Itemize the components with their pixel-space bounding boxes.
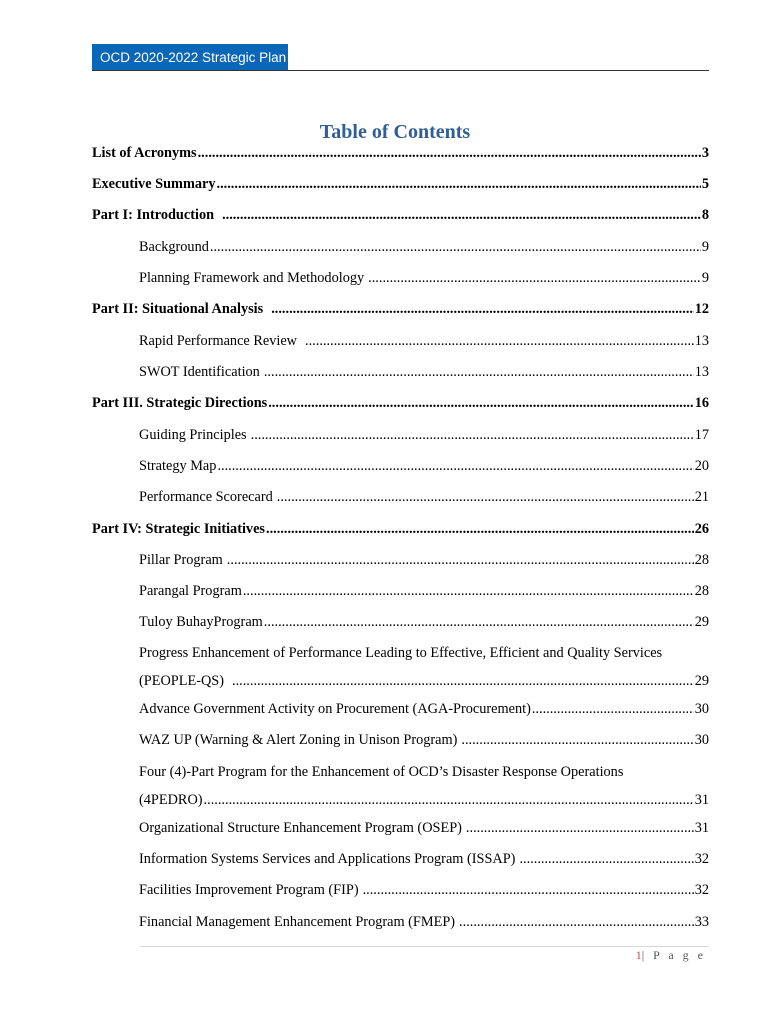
toc-entry-label: Part IV: Strategic Initiatives xyxy=(92,521,265,537)
toc-entry-page: 30 xyxy=(694,732,709,748)
leader-dots xyxy=(466,818,694,838)
toc-entry-people-qs[interactable] xyxy=(139,639,709,695)
toc-entry-label: Part I: Introduction xyxy=(92,207,215,223)
toc-entry-label-continued: (PEOPLE-QS) xyxy=(139,673,224,689)
toc-entry-parangal-program[interactable] xyxy=(139,581,709,601)
leader-dots xyxy=(459,912,694,932)
toc-entry-label: Advance Government Activity on Procurement (AGA-Procurement) xyxy=(139,701,531,717)
toc-entry-part-4[interactable] xyxy=(92,519,709,539)
toc-entry-part-2[interactable] xyxy=(92,299,709,319)
toc-entry-page: 32 xyxy=(694,851,709,867)
toc-entry-label: SWOT Identification xyxy=(139,364,260,380)
toc-entry-fmep[interactable] xyxy=(139,912,709,932)
toc-entry-page: 9 xyxy=(701,270,709,286)
toc-entry-planning-framework[interactable] xyxy=(139,268,709,288)
toc-entry-rapid-performance-review[interactable] xyxy=(139,331,709,351)
toc-entry-label: Facilities Improvement Program (FIP) xyxy=(139,882,359,898)
leader-dots xyxy=(266,519,694,539)
toc-entry-label: Strategy Map xyxy=(139,458,217,474)
toc-entry-page: 32 xyxy=(694,882,709,898)
page-title: Table of Contents xyxy=(319,121,471,143)
header-divider xyxy=(92,70,709,71)
leader-dots xyxy=(305,331,694,351)
leader-dots xyxy=(243,581,694,601)
toc-entry-label: Tuloy BuhayProgram xyxy=(139,614,263,630)
toc-entry-label: Part II: Situational Analysis xyxy=(92,301,264,317)
toc-entry-aga-procurement[interactable] xyxy=(139,699,709,719)
toc-entry-tuloy-buhay-program[interactable] xyxy=(139,612,709,632)
page-footer xyxy=(636,948,706,963)
leader-dots xyxy=(217,174,701,194)
leader-dots xyxy=(222,205,701,225)
document-header-tab: OCD 2020-2022 Strategic Plan xyxy=(92,44,288,71)
toc-entry-swot[interactable] xyxy=(139,362,709,382)
toc-entry-background[interactable] xyxy=(139,237,709,257)
toc-entry-label: Progress Enhancement of Performance Leading to Effective, Efficient and Quality Services xyxy=(139,645,663,661)
toc-entry-acronyms[interactable] xyxy=(92,143,709,163)
leader-dots xyxy=(204,786,694,814)
leader-dots xyxy=(217,456,693,476)
leader-dots xyxy=(251,425,694,445)
toc-entry-label: Parangal Program xyxy=(139,583,242,599)
leader-dots xyxy=(519,849,693,869)
toc-entry-label: Executive Summary xyxy=(92,176,216,192)
toc-entry-page: 33 xyxy=(694,914,709,930)
toc-entry-label: Financial Management Enhancement Program (FMEP) xyxy=(139,914,456,930)
toc-entry-label: Guiding Principles xyxy=(139,427,247,443)
toc-entry-guiding-principles[interactable] xyxy=(139,425,709,445)
toc-entry-waz-up[interactable] xyxy=(139,730,709,750)
toc-entry-page: 9 xyxy=(701,239,709,255)
toc-entry-label: Organizational Structure Enhancement Program (OSEP) xyxy=(139,820,462,836)
toc-entry-page: 17 xyxy=(694,427,709,443)
toc-entry-page: 20 xyxy=(694,458,709,474)
leader-dots xyxy=(363,880,694,900)
leader-dots xyxy=(461,730,693,750)
toc-entry-fip[interactable] xyxy=(139,880,709,900)
leader-dots xyxy=(227,550,694,570)
toc-entry-page: 13 xyxy=(694,333,709,349)
toc-entry-4pedro[interactable] xyxy=(139,758,709,814)
leader-dots xyxy=(264,362,694,382)
page-number: 1 xyxy=(635,948,642,962)
toc-entry-label: Four (4)-Part Program for the Enhancement of OCD’s Disaster Response Operations xyxy=(139,764,624,780)
toc-entry-page: 28 xyxy=(694,583,709,599)
leader-dots xyxy=(268,393,693,413)
toc-entry-page: 21 xyxy=(694,489,709,505)
toc-entry-page: 26 xyxy=(694,521,709,537)
toc-entry-page: 16 xyxy=(694,395,709,411)
toc-entry-page: 31 xyxy=(694,792,709,808)
toc-entry-label: WAZ UP (Warning & Alert Zoning in Unison Program) xyxy=(139,732,458,748)
leader-dots xyxy=(368,268,701,288)
toc-entry-page: 8 xyxy=(701,207,709,223)
toc-entry-label: Information Systems Services and Applications Program (ISSAP) xyxy=(139,851,516,867)
toc-entry-page: 12 xyxy=(694,301,709,317)
toc-entry-label: List of Acronyms xyxy=(92,145,197,161)
leader-dots xyxy=(271,299,694,319)
toc-entry-page: 28 xyxy=(694,552,709,568)
toc-entry-page: 29 xyxy=(694,673,709,689)
toc-entry-part-3[interactable] xyxy=(92,393,709,413)
leader-dots xyxy=(198,143,701,163)
toc-entry-strategy-map[interactable] xyxy=(139,456,709,476)
toc-entry-label: Pillar Program xyxy=(139,552,223,568)
toc-entry-label: Planning Framework and Methodology xyxy=(139,270,365,286)
toc-entry-pillar-program[interactable] xyxy=(139,550,709,570)
leader-dots xyxy=(532,699,694,719)
toc-entry-page: 3 xyxy=(701,145,709,161)
footer-divider xyxy=(140,946,709,947)
toc-entry-issap[interactable] xyxy=(139,849,709,869)
leader-dots xyxy=(277,487,694,507)
leader-dots xyxy=(264,612,694,632)
toc-entry-label: Performance Scorecard xyxy=(139,489,273,505)
toc-entry-page: 13 xyxy=(694,364,709,380)
toc-entry-label: Part III. Strategic Directions xyxy=(92,395,268,411)
toc-entry-page: 31 xyxy=(694,820,709,836)
toc-entry-label-continued: (4PEDRO) xyxy=(139,792,203,808)
leader-dots xyxy=(232,667,694,695)
toc-entry-osep[interactable] xyxy=(139,818,709,838)
toc-entry-label: Background xyxy=(139,239,209,255)
toc-entry-label: Rapid Performance Review xyxy=(139,333,298,349)
leader-dots xyxy=(210,237,701,257)
toc-entry-page: 30 xyxy=(694,701,709,717)
toc-entry-part-1[interactable] xyxy=(92,205,709,225)
toc-entry-performance-scorecard[interactable] xyxy=(139,487,709,507)
toc-entry-page: 29 xyxy=(694,614,709,630)
toc-entry-page: 5 xyxy=(701,176,709,192)
toc-entry-executive-summary[interactable] xyxy=(92,174,709,194)
page-label: | P a g e xyxy=(641,948,706,962)
